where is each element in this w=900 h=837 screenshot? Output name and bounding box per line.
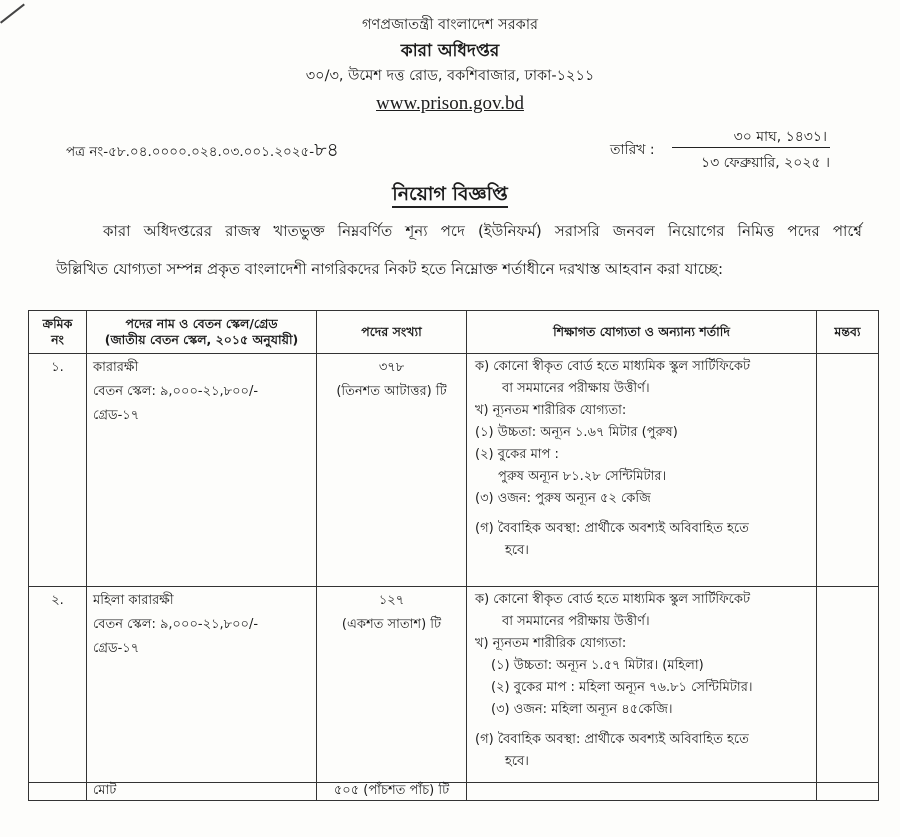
count-words: (তিনশত আটাত্তর) টি bbox=[336, 384, 447, 399]
row-post bbox=[87, 354, 317, 587]
notice-heading bbox=[0, 180, 900, 212]
qual-line: (৩) ওজন: মহিলা অন্যূন ৪৫কেজি। bbox=[491, 702, 673, 717]
qual-line: খ) ন্যূনতম শারীরিক যোগ্যতা: bbox=[475, 403, 627, 418]
memo-number-text: পত্র নং-৫৮.০৪.০০০০.০২৪.০৩.০০১.২০২৫- bbox=[66, 144, 315, 160]
qual-line: (২) বুকের মাপ : মহিলা অন্যূন ৭৬.৮১ সেন্টিমিটার। bbox=[491, 680, 753, 695]
total-row bbox=[29, 783, 879, 801]
post-scale: বেতন স্কেল: ৯,০০০-২১,৮০০/- bbox=[93, 617, 259, 632]
qual-line: (১) উচ্চতা: অন্যূন ১.৫৭ মিটার। (মহিলা) bbox=[491, 658, 704, 673]
date-label: তারিখ : bbox=[610, 142, 655, 158]
intro-paragraph-line-1: কারা অধিদপ্তরের রাজস্ব খাতভুক্ত নিম্নবর্ণিত শূন্য পদে (ইউনিফর্ম) সরাসরি জনবল নিয়োগের নিমিত্ত পদের পার্শ্বে bbox=[103, 222, 862, 240]
qual-line: (গ) বৈবাহিক অবস্থা: প্রার্থীকে অবশ্যই অবিবাহিত হতে bbox=[475, 521, 749, 536]
date-bangla: ৩০ মাঘ, ১৪৩১। bbox=[733, 129, 827, 145]
post-grade: গ্রেড-১৭ bbox=[93, 641, 140, 656]
government-name: গণপ্রজাতন্ত্রী বাংলাদেশ সরকার bbox=[361, 17, 538, 33]
qual-line: (গ) বৈবাহিক অবস্থা: প্রার্থীকে অবশ্যই অবিবাহিত হতে bbox=[475, 732, 749, 747]
count-number: ১২৭ bbox=[378, 593, 405, 608]
vacancy-table bbox=[28, 310, 879, 801]
count-number: ৩৭৮ bbox=[378, 360, 405, 375]
header-count: পদের সংখ্যা bbox=[317, 311, 467, 354]
total-label: মোট bbox=[87, 783, 317, 801]
website-link[interactable]: www.prison.gov.bd bbox=[376, 93, 524, 114]
post-name: মহিলা কারারক্ষী bbox=[93, 593, 174, 608]
qual-line: পুরুষ অন্যূন ৮১.২৮ সেন্টিমিটার। bbox=[498, 469, 667, 484]
date-divider bbox=[672, 147, 830, 148]
header-remarks: মন্তব্য bbox=[817, 311, 879, 354]
qual-line: হবে। bbox=[505, 543, 529, 558]
post-scale: বেতন স্কেল: ৯,০০০-২১,৮০০/- bbox=[93, 384, 259, 399]
row-count bbox=[317, 587, 467, 783]
post-name: কারারক্ষী bbox=[93, 360, 139, 375]
header-serial: ক্রমিক নং bbox=[29, 311, 87, 354]
intro-paragraph-line-2: উল্লিখিত যোগ্যতা সম্পন্ন প্রকৃত বাংলাদেশী নাগরিকদের নিকট হতে নিম্নোক্ত শর্তাধীনে দরখাস্ত আহবান করা যাচ্ছে: bbox=[56, 260, 723, 278]
qual-line: ক) কোনো স্বীকৃত বোর্ড হতে মাধ্যমিক স্কুল সার্টিফিকেট bbox=[475, 359, 751, 374]
qual-line: (১) উচ্চতা: অন্যূন ১.৬৭ মিটার (পুরুষ) bbox=[475, 425, 678, 440]
row-qualification bbox=[467, 587, 817, 783]
total-count: ৫০৫ (পাঁচশত পাঁচ) টি bbox=[317, 783, 467, 801]
qual-line: বা সমমানের পরীক্ষায় উত্তীর্ণ। bbox=[502, 614, 650, 629]
memo-handwritten-number: ৮৪ bbox=[314, 139, 339, 161]
table-header-row bbox=[29, 311, 879, 354]
table-row bbox=[29, 587, 879, 783]
table-row bbox=[29, 354, 879, 587]
row-remarks bbox=[817, 354, 879, 587]
row-remarks bbox=[817, 587, 879, 783]
row-count bbox=[317, 354, 467, 587]
header-post: পদের নাম ও বেতন স্কেল/গ্রেড (জাতীয় বেতন স্কেল, ২০১৫ অনুযায়ী) bbox=[87, 311, 317, 354]
row-serial: ১. bbox=[29, 354, 87, 587]
qual-line: (৩) ওজন: পুরুষ অন্যূন ৫২ কেজি bbox=[475, 491, 651, 506]
row-qualification bbox=[467, 354, 817, 587]
row-serial: ২. bbox=[29, 587, 87, 783]
date-english: ১৩ ফেব্রুয়ারি, ২০২৫ । bbox=[701, 155, 830, 171]
qual-line: হবে। bbox=[505, 754, 529, 769]
notice-heading-text: নিয়োগ বিজ্ঞপ্তি bbox=[392, 183, 507, 208]
row-post bbox=[87, 587, 317, 783]
post-grade: গ্রেড-১৭ bbox=[93, 408, 140, 423]
department-address: ৩০/৩, উমেশ দত্ত রোড, বকশিবাজার, ঢাকা-১২১১ bbox=[305, 68, 595, 84]
memo-number bbox=[66, 136, 339, 168]
department-name: কারা অধিদপ্তর bbox=[400, 41, 500, 61]
qual-line: খ) ন্যূনতম শারীরিক যোগ্যতা: bbox=[475, 636, 627, 651]
header-qualification: শিক্ষাগত যোগ্যতা ও অন্যান্য শর্তাদি bbox=[467, 311, 817, 354]
qual-line: (২) বুকের মাপ : bbox=[475, 447, 559, 462]
qual-line: ক) কোনো স্বীকৃত বোর্ড হতে মাধ্যমিক স্কুল সার্টিফিকেট bbox=[475, 592, 751, 607]
count-words: (একশত সাতাশ) টি bbox=[341, 617, 442, 632]
qual-line: বা সমমানের পরীক্ষায় উত্তীর্ণ। bbox=[502, 381, 650, 396]
